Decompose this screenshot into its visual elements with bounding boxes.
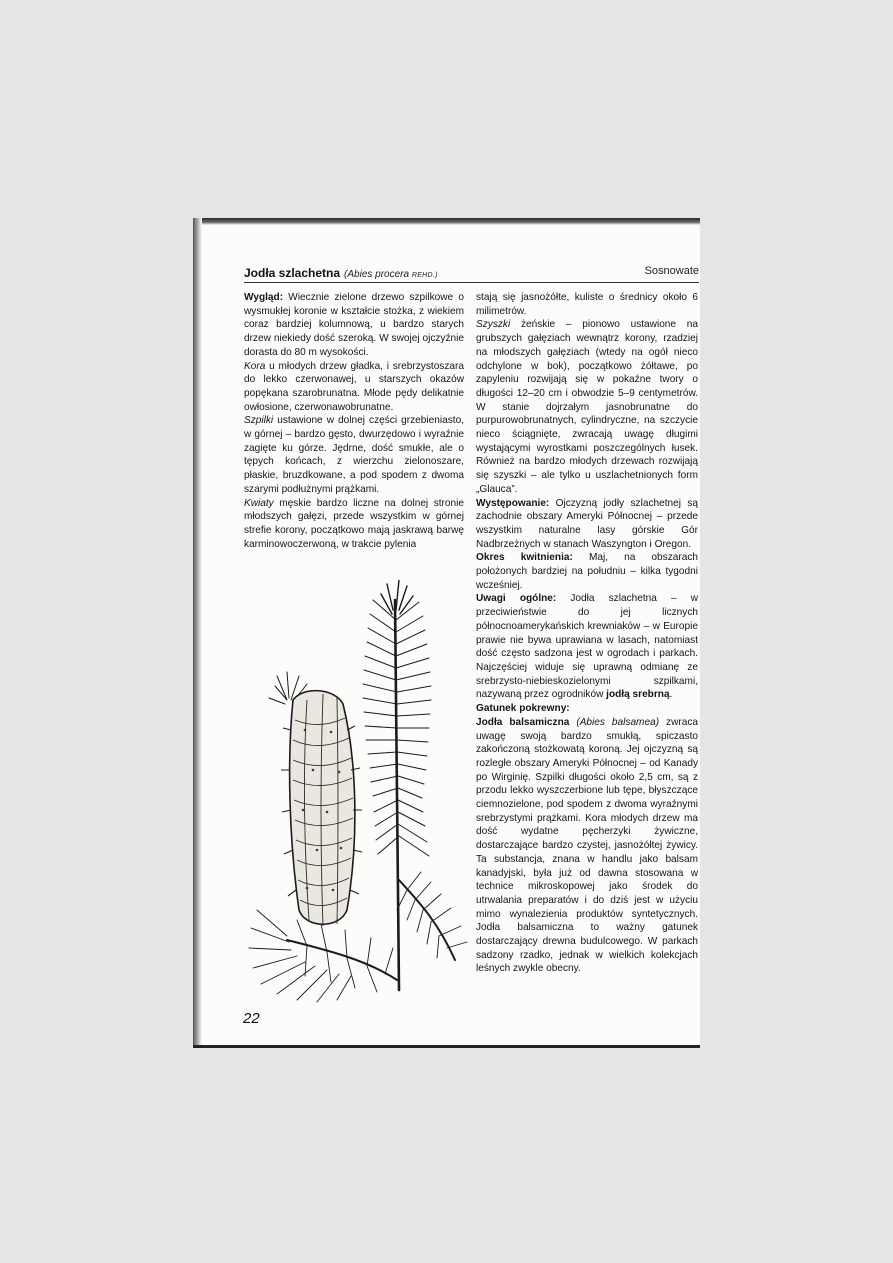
scanned-page: [193, 218, 700, 1048]
paragraph-related: [476, 716, 698, 976]
text-appearance: Wiecznie zielone drzewo szpilkowe o wysmukłej koronie w kształcie stożka, z wiekiem coraz bardziej kolumnową, u bardzo starych drzew niekiedy dość szeroką. W swojej ojczyźnie dorasta do 80 m wysokości.: [244, 292, 464, 358]
latin-name: [344, 269, 438, 280]
paragraph-related-heading: [476, 702, 698, 716]
label-flowering: Okres kwitnienia:: [476, 552, 573, 564]
text-related: zwraca uwagę swoją bardzo smukłą, spiczasto zakończoną stożkowatą koroną. Jej ojczyzną są rozległe obszary Ameryki Północnej – od Kanady po Wirginię. Szpilki długości około 2,5 cm, są z przodu lekko wyszczerbione lub tępe, błyszczące ciemnozielone, pod spodem z dwoma wyraźnymi srebrzystymi prążkami. Kora młodych drzew ma dość wydatne pęcherzyki żywiczne, dostarczające bardzo czystej, jasnożółtej żywicy. Ta substancja, znana w handlu jako balsam kanadyjski, była już od dawna stosowana w technice mikroskopowej jako środek do utrwalania preparatów i do dziś jest w użyciu mimo wynalezienia produktów syntetycznych. Jodła balsamiczna to ważny gatunek dostarczający drewna budulcowego. W parkach sadzony rzadko, jednak w wielkich kolekcjach leśnych zwykle obecny.: [476, 716, 699, 975]
label-needles: Szpilki: [244, 415, 274, 427]
text-flowers-cont: stają się jasnożółte, kuliste o średnicy około 6 milimetrów.: [476, 292, 698, 317]
text-notes: Jodła szlachetna – w przeciwieństwie do jej licznych północnoamerykańskich krewniaków – w Europie prawie nie bywa uprawiana w lasach, natomiast dość często sadzona jest w ogrodach i parkach. Najczęściej widuje się uprawną odmianę ze srebrzysto-niebieskozielonymi szpilkami, nazywaną przez ogrodników: [476, 593, 698, 701]
page-header: [244, 264, 699, 283]
latin-name-text: (Abies procera: [344, 269, 410, 280]
paragraph-notes: [476, 592, 698, 702]
scan-left-shadow: [193, 218, 202, 1048]
paragraph-flowering: [476, 551, 698, 592]
label-cones: Szyszki: [476, 319, 511, 331]
label-notes: Uwagi ogólne:: [476, 593, 557, 605]
paragraph-flowers-cont: [476, 291, 698, 318]
scan-top-shadow: [193, 218, 700, 225]
paragraph-appearance: [244, 291, 464, 360]
right-column: [476, 291, 698, 976]
text-bark: u młodych drzew gładka, i srebrzystoszara do lekko czerwonawej, u starszych okazów popękana szarobrunatna. Młode pędy delikatnie owłosione, czerwonawobrunatne.: [244, 360, 464, 413]
paragraph-flowers: [244, 497, 464, 552]
label-occurrence: Występowanie:: [476, 497, 550, 509]
scan-bottom-edge: [193, 1045, 700, 1048]
label-related: Gatunek pokrewny:: [476, 703, 570, 715]
paragraph-occurrence: [476, 497, 698, 552]
text-notes-tail: .: [669, 689, 673, 701]
paragraph-needles: [244, 414, 464, 496]
paragraph-bark: [244, 360, 464, 415]
paragraph-cones: [476, 318, 698, 496]
author-abbrev: REHD.): [411, 272, 438, 279]
page-number: 22: [243, 1010, 260, 1027]
latin-balsam-fir: (Abies balsamea): [569, 716, 660, 728]
text-notes-bold: jodłą srebrną: [606, 689, 670, 701]
family-name: Sosnowate: [644, 265, 699, 277]
text-flowering: Maj, na obszarach położonych bardziej na południu – kilka tygodni wcześniej.: [476, 552, 698, 591]
species-title: Jodła szlachetna: [244, 266, 341, 280]
label-flowers: Kwiaty: [244, 497, 274, 509]
label-bark: Kora: [244, 360, 266, 372]
text-flowers: męskie bardzo liczne na dolnej stronie młodszych gałęzi, przede wszystkim w górnej strefie korony, początkowo mają jaskrawą barwę karminowoczerwoną, w trakcie pylenia: [244, 497, 464, 550]
text-occurrence: Ojczyzną jodły szlachetnej są zachodnie obszary Ameryki Północnej – przede wszystkim naturalne lasy górskie Gór Nadbrzeżnych w stanach Waszyngton i Oregon.: [476, 497, 698, 550]
left-column: [244, 291, 464, 551]
label-appearance: Wygląd:: [244, 292, 284, 303]
text-cones: żeńskie – pionowo ustawione na grubszych gałęziach wewnątrz korony, rzadziej na młodszych gałęziach (wtedy na ogół nieco odchylone w bok), początkowo żółtawe, po zapyleniu rozwijają się w pokaźne twory o długości 12–20 cm i obwodzie 5–9 centymetrów. W stanie dojrzałym jasnobrunatne do purpurowobrunatnych, cylindryczne, na szczycie nieco ściągnięte, zwracają uwagę długimi wystającymi wyrostkami poszczególnych łusek. Również na bardzo młodych drzewach rozwijają się szyszki – ale tylko u uszlachetnionych form „Glauca”.: [476, 319, 698, 495]
fir-branch-with-cone-icon: [247, 580, 469, 1005]
text-needles: ustawione w dolnej części grzebieniasto, w górnej – bardzo gęsto, dwurzędowo i wyraźnie zagięte ku górze. Jędrne, dość smukłe, ale o tępych końcach, z wierzchu zielonoszare, płaskie, bruzdkowane, a pod spodem z dwoma szarymi podłużnymi prążkami.: [244, 415, 464, 495]
label-balsam-fir: Jodła balsamiczna: [476, 716, 570, 728]
